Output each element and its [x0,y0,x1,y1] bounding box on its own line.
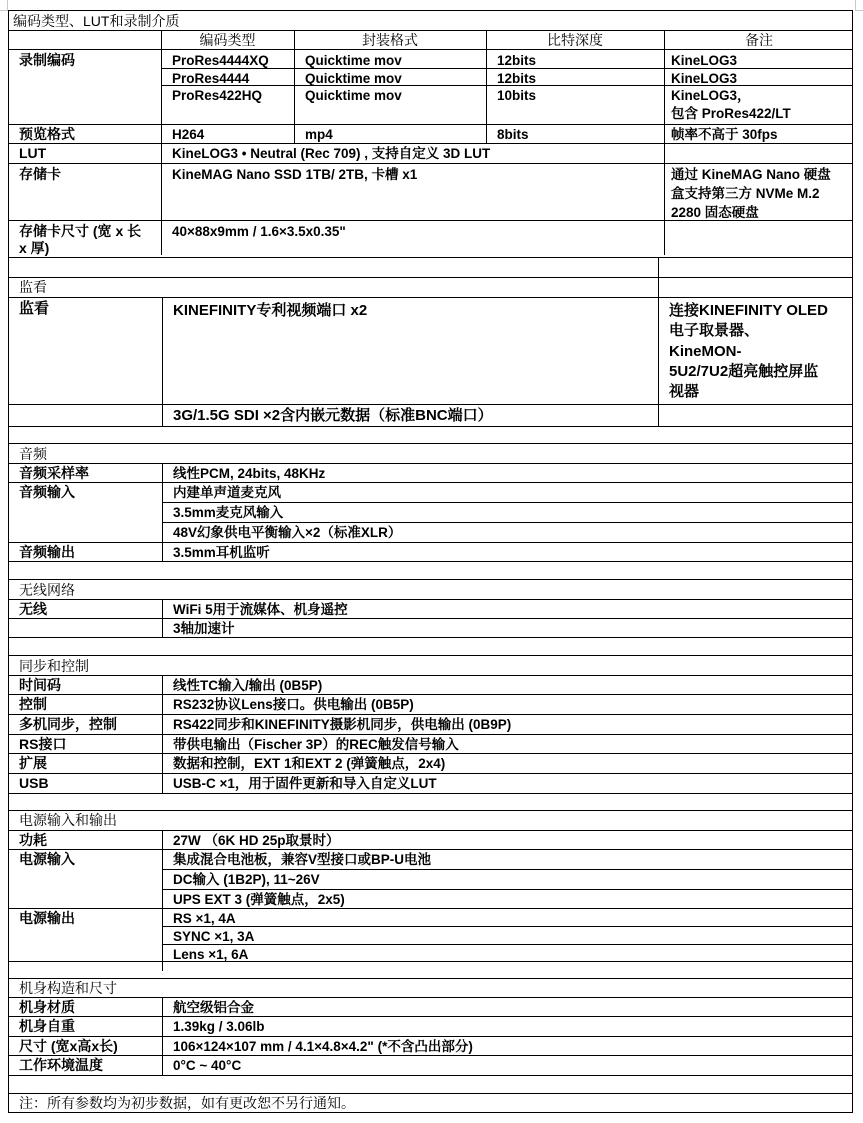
divider [9,637,852,638]
divider [9,1016,852,1017]
divider [9,443,852,444]
divider [162,889,852,890]
cell-monitor-port: KINEFINITY专利视频端口 x2 [173,302,368,319]
row-label-audio-input: 音频输入 [19,484,75,500]
row-label: 控制 [19,696,47,712]
cell-monitor-note-line4: 5U2/7U2超亮触控屏监 [669,363,819,380]
col-divider [162,463,163,561]
row-label-sample-rate: 音频采样率 [19,465,89,481]
divider [9,810,852,811]
cell-value: 带供电输出（Fischer 3P）的REC触发信号输入 [173,737,459,752]
divider [9,143,852,144]
divider [161,85,852,86]
row-label-preview: 预览格式 [19,126,75,142]
cell-value: 数据和控制，EXT 1和EXT 2 (弹簧触点，2x4) [173,756,446,771]
cell-container: Quicktime mov [305,71,402,86]
cell-wireless: WiFi 5用于流媒体、机身遥控 [173,602,348,617]
header-bit-depth: 比特深度 [547,32,603,48]
divider [162,869,852,870]
divider [162,522,852,523]
row-label: 机身自重 [19,1018,75,1034]
cell-monitor-note-line3: KineMON- [669,343,742,360]
divider [162,944,852,945]
col-divider [162,297,163,427]
cell-power-input: 集成混合电池板，兼容V型接口或BP-U电池 [173,852,432,867]
divider [9,49,852,50]
row-label: 多机同步，控制 [19,716,117,732]
divider [9,978,852,979]
divider [9,542,852,543]
cell-audio-input: 48V幻象供电平衡输入×2（标准XLR） [173,525,402,540]
cell-container: Quicktime mov [305,53,402,68]
row-label: RS接口 [19,736,67,752]
row-label-wireless: 无线 [19,601,47,617]
header-codec: 编码类型 [199,32,256,48]
divider [9,675,852,676]
cell-card-note-line1: 通过 KineMAG Nano 硬盘 [671,167,831,182]
cell-power-input: DC输入 (1B2P), 11~26V [173,872,320,887]
divider [9,908,852,909]
cell-audio-output: 3.5mm耳机监听 [173,545,270,560]
divider [162,502,852,503]
divider [9,30,852,31]
cell-value: 航空级铝合金 [173,1000,254,1015]
spec-table [8,10,853,1113]
cell-audio-input: 3.5mm麦克风输入 [173,505,284,520]
cell-monitor-sdi: 3G/1.5G SDI ×2含内嵌元数据（标准BNC端口） [173,407,493,424]
row-label-card-size-line2: x 厚) [19,240,50,256]
section-title-codec: 编码类型、LUT和录制介质 [13,13,180,29]
divider [9,655,852,656]
cell-codec: ProRes422HQ [172,88,263,103]
divider [9,463,852,464]
row-label-power-output: 电源输出 [19,910,75,926]
row-label: 尺寸 (宽x高x长) [19,1038,118,1054]
cell-card-size: 40×88x9mm / 1.6×3.5x0.35" [172,224,346,239]
cell-lut: KineLOG3 • Neutral (Rec 709) , 支持自定义 3D LUT [172,146,491,161]
row-label: USB [19,775,49,791]
divider [9,714,852,715]
divider [9,561,852,562]
cell-power-output: SYNC ×1, 3A [173,929,255,944]
divider [9,830,852,831]
cell-codec: ProRes4444 [172,71,250,86]
cell-value: 1.39kg / 3.06lb [173,1019,265,1034]
row-label-card-size: 存储卡尺寸 (宽 x 长 [19,223,142,239]
cell-value: RS422同步和KINEFINITY摄影机同步，供电输出 (0B9P) [173,717,512,732]
divider [9,163,852,164]
divider [9,734,852,735]
divider [161,68,852,69]
divider [9,849,852,850]
cell-power-output: RS ×1, 4A [173,911,236,926]
col-divider [162,830,163,971]
cell-bit-depth: 12bits [497,71,537,86]
section-title-sync: 同步和控制 [19,658,89,674]
cell-codec: H264 [172,127,205,142]
divider [9,426,852,427]
row-label-card: 存储卡 [19,166,61,182]
row-label: 工作环境温度 [19,1057,103,1073]
cell-note: KineLOG3， [671,88,751,103]
divider [9,257,852,258]
row-label-audio-output: 音频输出 [19,544,75,560]
cell-monitor-note-line1: 连接KINEFINITY OLED [669,302,828,319]
cell-bit-depth: 8bits [497,127,529,142]
cell-container: Quicktime mov [305,88,402,103]
header-container: 封装格式 [362,32,418,48]
cell-bit-depth: 10bits [497,88,537,103]
cell-value: RS232协议Lens接口。供电输出 (0B5P) [173,697,414,712]
page-corner-mark-right [855,0,863,11]
divider [162,926,852,927]
col-divider [658,257,659,277]
divider [9,599,852,600]
cell-value: USB-C ×1，用于固件更新和导入自定义LUT [173,776,437,791]
row-label-record-codec: 录制编码 [19,52,75,68]
divider [9,482,852,483]
row-label: 机身材质 [19,999,75,1015]
cell-value: 0°C ~ 40°C [173,1058,242,1073]
section-title-power: 电源输入和输出 [19,812,117,828]
header-note: 备注 [745,32,773,48]
cell-note-line2: 包含 ProRes422/LT [671,106,791,121]
cell-power-output: Lens ×1, 6A [173,947,249,962]
divider [9,773,852,774]
cell-consumption: 27W （6K HD 25p取景时） [173,833,340,848]
cell-card: KineMAG Nano SSD 1TB/ 2TB, 卡槽 x1 [172,167,418,182]
divider [9,1036,852,1037]
cell-card-note-line3: 2280 固态硬盘 [671,205,759,220]
cell-audio-input: 内建单声道麦克风 [173,485,281,500]
cell-monitor-note-line5: 视器 [669,383,700,400]
section-title-monitor: 监看 [19,279,47,295]
divider [9,618,852,619]
divider [9,753,852,754]
row-label: 时间码 [19,677,61,693]
divider [9,124,852,125]
cell-note: 帧率不高于 30fps [671,127,778,142]
divider [9,694,852,695]
divider [9,1055,852,1056]
cell-note: KineLOG3 [671,71,738,86]
cell-monitor-note-line2: 电子取景器、 [669,322,760,339]
row-label-monitor: 监看 [19,300,50,317]
divider [9,404,852,405]
divider [9,297,852,298]
divider [9,277,852,278]
divider [9,997,852,998]
section-title-wireless: 无线网络 [19,582,75,598]
divider [9,1075,852,1076]
cell-container: mp4 [305,127,333,142]
cell-power-input: UPS EXT 3 (弹簧触点，2x5) [173,892,345,907]
row-label-lut: LUT [19,145,47,161]
row-label-consumption: 功耗 [19,832,47,848]
cell-note: KineLOG3 [671,53,738,68]
divider [9,579,852,580]
divider [9,961,852,962]
divider [9,1093,852,1094]
footnote: 注：所有参数均为初步数据，如有更改恕不另行通知。 [19,1095,355,1111]
cell-value: 106×124×107 mm / 4.1×4.8×4.2" (*不含凸出部分) [173,1039,473,1054]
section-title-audio: 音频 [19,446,47,462]
cell-codec: ProRes4444XQ [172,53,269,68]
divider [9,220,852,221]
divider [9,793,852,794]
cell-bit-depth: 12bits [497,53,537,68]
section-title-body: 机身构造和尺寸 [19,980,117,996]
cell-card-note-line2: 盒支持第三方 NVMe M.2 [671,186,820,201]
cell-wireless: 3轴加速计 [173,621,235,636]
cell-value: 线性TC输入/输出 (0B5P) [173,678,323,693]
row-label-power-input: 电源输入 [19,851,75,867]
cell-sample-rate: 线性PCM, 24bits, 48KHz [173,466,326,481]
page-corner-mark-left [0,0,8,11]
row-label: 扩展 [19,755,47,771]
